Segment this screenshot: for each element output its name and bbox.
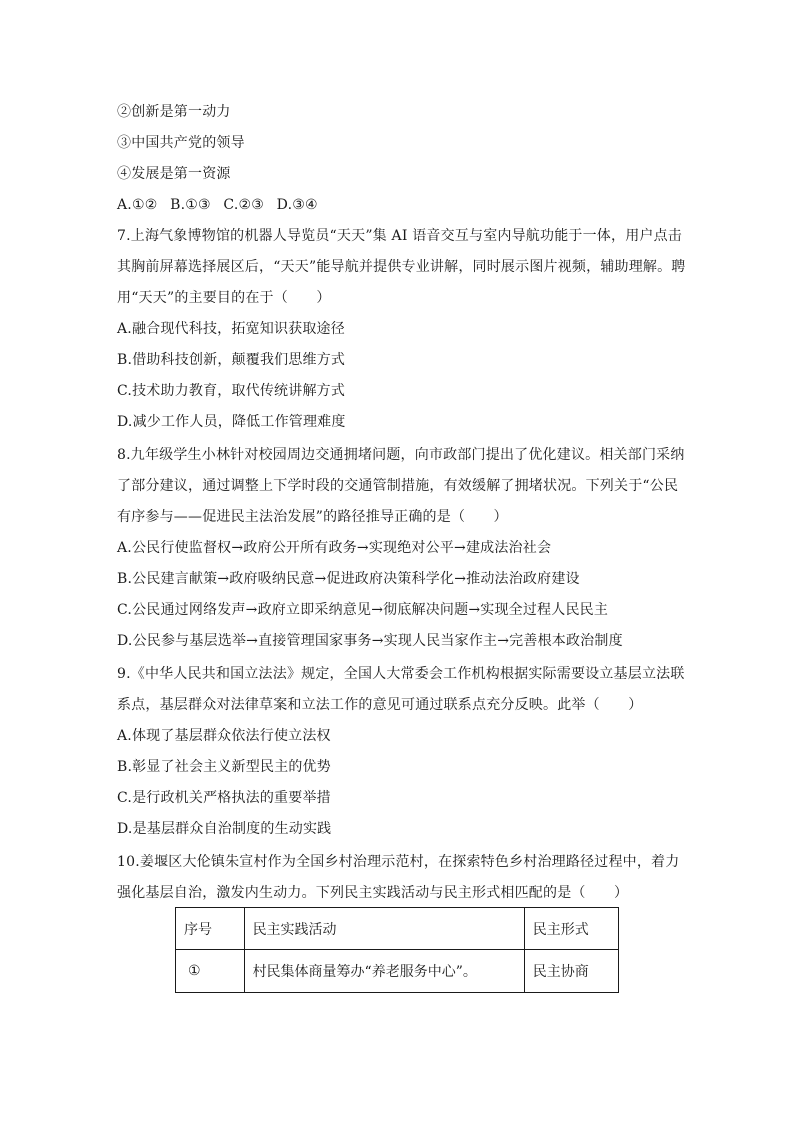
table-row — [176, 950, 619, 993]
table-header-cell: 民主形式 — [524, 908, 618, 950]
question-7-stem: 其胸前屏幕选择展区后，“天天”能导航并提供专业讲解，同时展示图片视频，辅助理解。聘 — [117, 259, 686, 275]
question-8-stem: 了部分建议，通过调整上下学时段的交通管制措施，有效缓解了拥堵状况。下列关于“公民 — [117, 478, 679, 494]
table-cell: 村民集体商量筹办“养老服务中心”。 — [244, 950, 524, 993]
question-7-option-a: A.融合现代科技，拓宽知识获取途径 — [117, 321, 345, 337]
question-8-stem: 有序参与——促进民主法治发展”的路径推导正确的是（ ） — [117, 509, 508, 525]
option-line: ④发展是第一资源 — [117, 166, 231, 182]
question-9-option-d: D.是基层群众自治制度的生动实践 — [117, 821, 332, 837]
q6-choices — [117, 195, 677, 215]
table-cell: ① — [176, 950, 245, 993]
question-8-stem: 8.九年级学生小林针对校园周边交通拥堵问题，向市政部门提出了优化建议。相关部门采纳 — [117, 447, 685, 463]
option-line: ③中国共产党的领导 — [117, 135, 245, 151]
question-9-option-c: C.是行政机关严格执法的重要举措 — [117, 790, 331, 806]
question-7-stem: 7.上海气象博物馆的机器人导览员“天天”集 AI 语音交互与室内导航功能于一体，用户点击 — [117, 228, 683, 244]
choice-c: C.②③ — [223, 197, 264, 213]
question-10-stem: 10.姜堰区大伦镇朱宣村作为全国乡村治理示范村，在探索特色乡村治理路径过程中，着力 — [117, 854, 680, 870]
question-8-option-d: D.公民参与基层选举→直接管理国家事务→实现人民当家作主→完善根本政治制度 — [117, 633, 623, 649]
choice-a: A.①② — [117, 197, 158, 213]
question-7-option-d: D.减少工作人员，降低工作管理难度 — [117, 414, 346, 430]
table-cell: 民主协商 — [524, 950, 618, 993]
question-8-option-c: C.公民通过网络发声→政府立即采纳意见→彻底解决问题→实现全过程人民民主 — [117, 602, 609, 618]
question-7-option-b: B.借助科技创新，颠覆我们思维方式 — [117, 352, 346, 368]
table-header-cell: 序号 — [176, 908, 245, 950]
choice-d: D.③④ — [276, 197, 318, 213]
question-8-option-b: B.公民建言献策→政府吸纳民意→促进政府决策科学化→推动法治政府建设 — [117, 571, 580, 587]
option-line: ②创新是第一动力 — [117, 104, 231, 120]
question-9-option-a: A.体现了基层群众依法行使立法权 — [117, 728, 331, 744]
question-8-option-a: A.公民行使监督权→政府公开所有政务→实现绝对公平→建成法治社会 — [117, 540, 552, 556]
democracy-matching-table — [175, 907, 619, 993]
question-10-stem: 强化基层自治，激发内生动力。下列民主实践活动与民主形式相匹配的是（ ） — [117, 885, 629, 901]
choice-b: B.①③ — [170, 197, 211, 213]
table-header-cell: 民主实践活动 — [244, 908, 524, 950]
table-header-row — [176, 908, 619, 950]
question-9-stem: 系点，基层群众对法律草案和立法工作的意见可通过联系点充分反映。此举（ ） — [117, 697, 643, 713]
question-7-stem: 用“天天”的主要目的在于（ ） — [117, 290, 331, 306]
question-7-option-c: C.技术助力教育，取代传统讲解方式 — [117, 383, 346, 399]
question-9-stem: 9.《中华人民共和国立法法》规定，全国人大常委会工作机构根据实际需要设立基层立法联 — [117, 666, 685, 682]
question-9-option-b: B.彰显了社会主义新型民主的优势 — [117, 759, 331, 775]
